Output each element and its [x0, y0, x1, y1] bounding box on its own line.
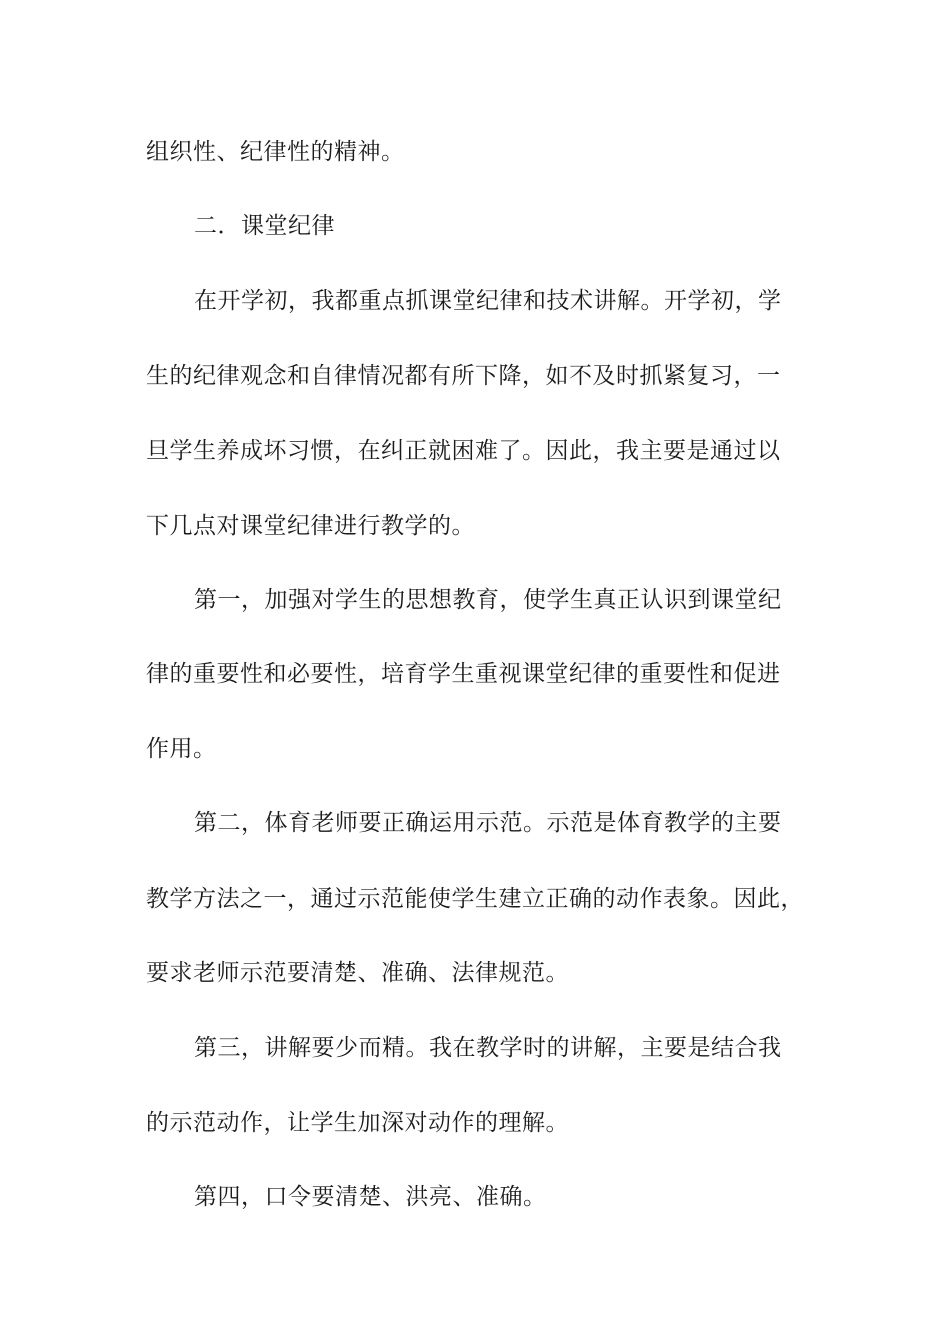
paragraph-line: 旦学生养成坏习惯，在纠正就困难了。因此，我主要是通过以	[146, 438, 781, 464]
paragraph-line: 第二，体育老师要正确运用示范。示范是体育教学的主要	[194, 810, 782, 836]
paragraph-line: 律的重要性和必要性，培育学生重视课堂纪律的重要性和促进	[146, 661, 781, 687]
paragraph-line: 生的纪律观念和自律情况都有所下降，如不及时抓紧复习，一	[146, 363, 781, 389]
paragraph-line: 第三，讲解要少而精。我在教学时的讲解，主要是结合我	[194, 1035, 782, 1061]
paragraph-line: 教学方法之一，通过示范能使学生建立正确的动作表象。因此，	[146, 886, 804, 912]
paragraph-line: 组织性、纪律性的精神。	[146, 139, 405, 165]
paragraph-line: 要求老师示范要清楚、准确、法律规范。	[146, 960, 569, 986]
paragraph-line: 第一，加强对学生的思想教育，使学生真正认识到课堂纪	[194, 587, 782, 613]
paragraph-line: 作用。	[146, 736, 217, 762]
section-heading: 二．课堂纪律	[194, 213, 335, 239]
paragraph-line: 第四，口令要清楚、洪亮、准确。	[194, 1184, 547, 1210]
paragraph-line: 下几点对课堂纪律进行教学的。	[146, 513, 475, 539]
paragraph-line: 的示范动作，让学生加深对动作的理解。	[146, 1110, 569, 1136]
paragraph-line: 在开学初，我都重点抓课堂纪律和技术讲解。开学初，学	[194, 288, 782, 314]
